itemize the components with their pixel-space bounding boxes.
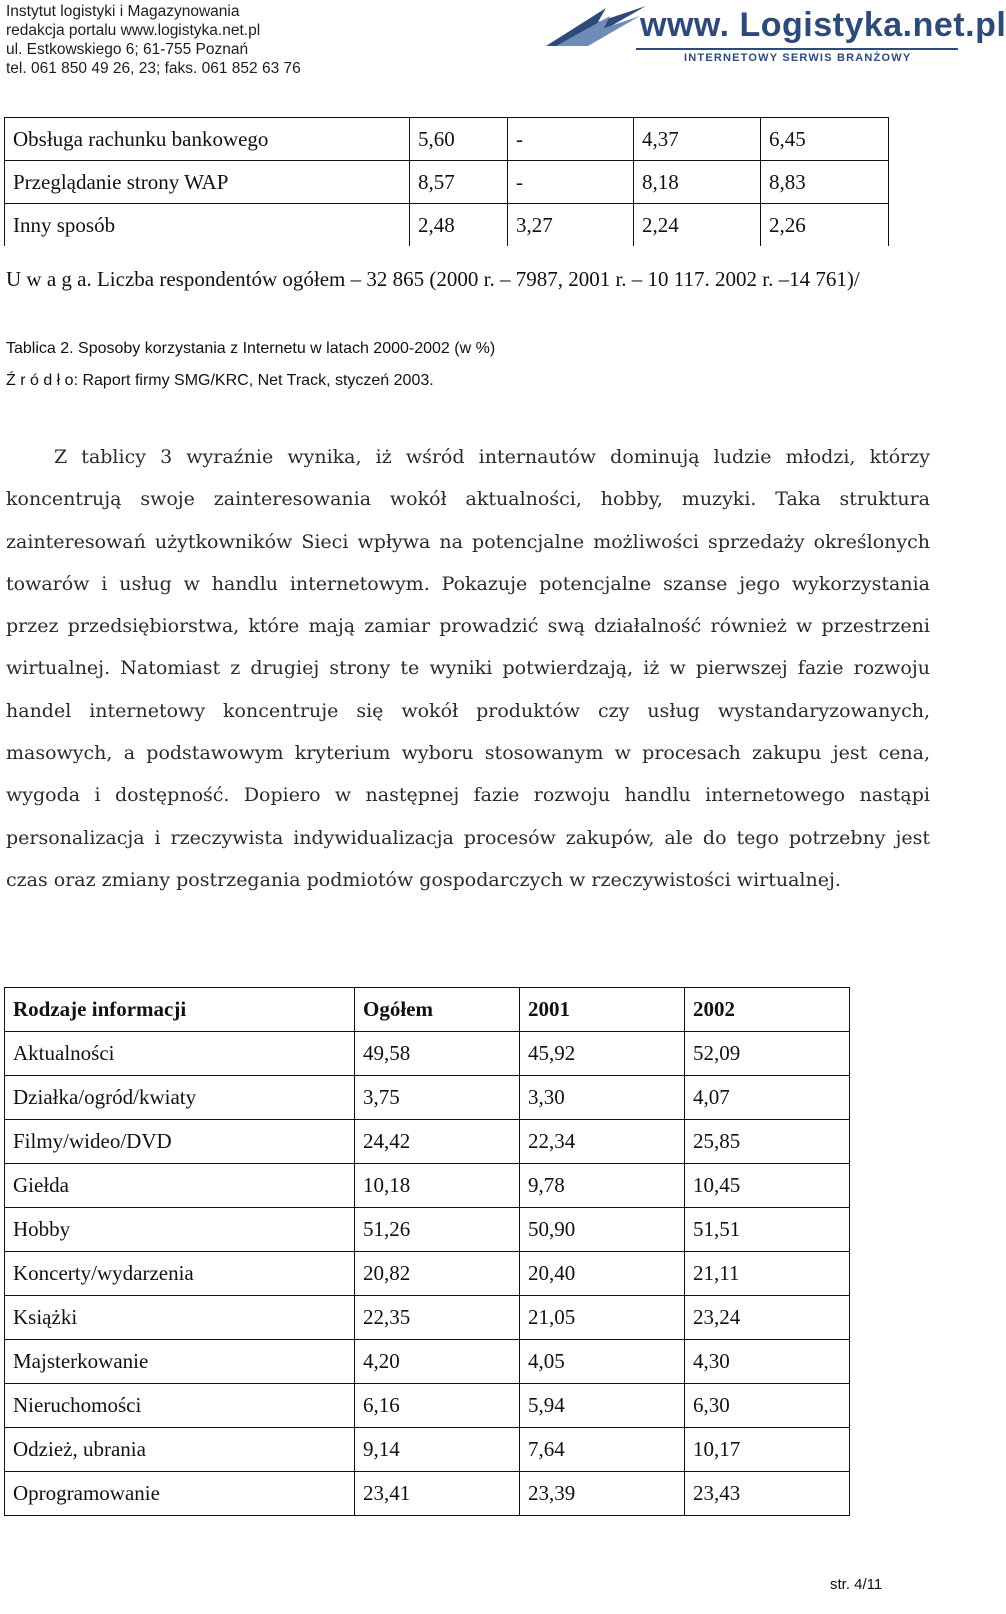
table-cell: 5,94 <box>520 1384 685 1428</box>
table-row <box>5 1032 850 1076</box>
table-cell: 51,51 <box>685 1208 850 1252</box>
logo-subtitle: INTERNETOWY SERWIS BRANŻOWY <box>684 52 912 64</box>
table-cell: 6,30 <box>685 1384 850 1428</box>
table-cell: Majsterkowanie <box>5 1340 355 1384</box>
table-cell: 50,90 <box>520 1208 685 1252</box>
respondents-note: U w a g a. Liczba respondentów ogółem – 32 865 (2000 r. – 7987, 2001 r. – 10 117. 2002 r. –14 761)/ <box>6 267 860 291</box>
table-cell: 4,20 <box>355 1340 520 1384</box>
table-cell: 21,05 <box>520 1296 685 1340</box>
table-cell: - <box>508 161 634 204</box>
table-cell: 4,37 <box>634 118 761 161</box>
page-number: str. 4/11 <box>830 1576 883 1593</box>
table-cell: 49,58 <box>355 1032 520 1076</box>
information-types-table <box>4 987 850 1516</box>
table-row <box>5 1296 850 1340</box>
table-row <box>5 1208 850 1252</box>
column-header: Rodzaje informacji <box>5 988 355 1032</box>
table-cell: Aktualności <box>5 1032 355 1076</box>
table-cell: 23,43 <box>685 1472 850 1516</box>
table-cell: 8,57 <box>410 161 508 204</box>
table-cell: 20,82 <box>355 1252 520 1296</box>
table-cell: Książki <box>5 1296 355 1340</box>
page-header <box>0 0 1006 82</box>
table-row <box>5 1076 850 1120</box>
table-cell: 9,78 <box>520 1164 685 1208</box>
caption-source: Ź r ó d ł o: Raport firmy SMG/KRC, Net Track, styczeń 2003. <box>6 372 434 389</box>
logistyka-logo <box>536 2 1006 78</box>
table-row <box>5 161 889 204</box>
logo-divider <box>636 48 958 50</box>
body-paragraph <box>6 436 930 901</box>
column-header: 2002 <box>685 988 850 1032</box>
table-row <box>5 1472 850 1516</box>
table-cell: Nieruchomości <box>5 1384 355 1428</box>
table-row <box>5 1428 850 1472</box>
table-row <box>5 1120 850 1164</box>
table-row <box>5 118 889 161</box>
table-cell: 52,09 <box>685 1032 850 1076</box>
table-cell: 23,39 <box>520 1472 685 1516</box>
org-line-2: redakcja portalu www.logistyka.net.pl <box>6 22 261 39</box>
table-cell: 22,35 <box>355 1296 520 1340</box>
table-cell: 2,26 <box>761 204 889 247</box>
table-cell: 8,18 <box>634 161 761 204</box>
table-cell: 23,24 <box>685 1296 850 1340</box>
org-line-1: Instytut logistyki i Magazynowania <box>6 3 240 20</box>
table-row <box>5 1384 850 1428</box>
paragraph-text: Z tablicy 3 wyraźnie wynika, iż wśród internautów dominują ludzie młodzi, którzy koncentrują swoje zainteresowania wokół aktualności, hobby, muzyki. Taka struktura zainteresowań użytkowników Sieci wpływa na potencjalne możliwości sprzedaży określonych towarów i usług w handlu internetowym. Pokazuje potencjalne szanse jego wykorzystania przez przedsiębiorstwa, które mają zamiar prowadzić swą działalność również w przestrzeni wirtualnej. Natomiast z drugiej strony te wyniki potwierdzają, iż w pierwszej fazie rozwoju handel internetowy koncentruje się wokół produktów czy usług wystandaryzowanych, masowych, a podstawowym kryterium wyboru stosowanym w procesach zakupu jest cena, wygoda i dostępność. Dopiero w następnej fazie rozwoju handlu internetowego nastąpi personalizacja i rzeczywista indywidualizacja procesów zakupów, ale do tego potrzebny jest czas oraz zmiany postrzegania podmiotów gospodarczych w rzeczywistości wirtualnej. <box>6 446 930 891</box>
table-row <box>5 1252 850 1296</box>
usage-table-continued <box>4 117 889 246</box>
table-cell: Inny sposób <box>5 204 410 247</box>
table-cell: 3,27 <box>508 204 634 247</box>
table-row <box>5 1340 850 1384</box>
table-cell: 3,75 <box>355 1076 520 1120</box>
table-cell: 51,26 <box>355 1208 520 1252</box>
table-cell: 10,45 <box>685 1164 850 1208</box>
table-cell: Odzież, ubrania <box>5 1428 355 1472</box>
table-cell: Oprogramowanie <box>5 1472 355 1516</box>
table-cell: 8,83 <box>761 161 889 204</box>
table-cell: 6,45 <box>761 118 889 161</box>
table-cell: 3,30 <box>520 1076 685 1120</box>
table-cell: Obsługa rachunku bankowego <box>5 118 410 161</box>
table-cell: 21,11 <box>685 1252 850 1296</box>
publisher-info <box>6 2 301 78</box>
table-cell: 4,30 <box>685 1340 850 1384</box>
table-cell: 9,14 <box>355 1428 520 1472</box>
table-cell: 24,42 <box>355 1120 520 1164</box>
table-cell: 4,07 <box>685 1076 850 1120</box>
table-header-row <box>5 988 850 1032</box>
table-cell: Filmy/wideo/DVD <box>5 1120 355 1164</box>
logo-text: www. Logistyka.net.pl <box>640 6 1006 44</box>
caption-title: Tablica 2. Sposoby korzystania z Internetu w latach 2000-2002 (w %) <box>6 340 496 357</box>
table-cell: 10,17 <box>685 1428 850 1472</box>
table-cell: 22,34 <box>520 1120 685 1164</box>
table-row <box>5 204 889 247</box>
column-header: Ogółem <box>355 988 520 1032</box>
org-line-3: ul. Estkowskiego 6; 61-755 Poznań <box>6 41 249 58</box>
table-cell: Koncerty/wydarzenia <box>5 1252 355 1296</box>
table-cell: 25,85 <box>685 1120 850 1164</box>
table-cell: Hobby <box>5 1208 355 1252</box>
table-caption <box>6 333 495 397</box>
table-cell: Giełda <box>5 1164 355 1208</box>
table-cell: - <box>508 118 634 161</box>
table-cell: 10,18 <box>355 1164 520 1208</box>
table-cell: 7,64 <box>520 1428 685 1472</box>
table-cell: 45,92 <box>520 1032 685 1076</box>
table-cell: 4,05 <box>520 1340 685 1384</box>
table-cell: 2,24 <box>634 204 761 247</box>
org-line-4: tel. 061 850 49 26, 23; faks. 061 852 63 76 <box>6 60 301 77</box>
table-cell: 5,60 <box>410 118 508 161</box>
logo-swoosh-icon <box>536 2 656 52</box>
table-cell: 2,48 <box>410 204 508 247</box>
table-cell: 23,41 <box>355 1472 520 1516</box>
column-header: 2001 <box>520 988 685 1032</box>
table-cell: Przeglądanie strony WAP <box>5 161 410 204</box>
table-cell: 20,40 <box>520 1252 685 1296</box>
table-row <box>5 1164 850 1208</box>
table-cell: 6,16 <box>355 1384 520 1428</box>
table-cell: Działka/ogród/kwiaty <box>5 1076 355 1120</box>
